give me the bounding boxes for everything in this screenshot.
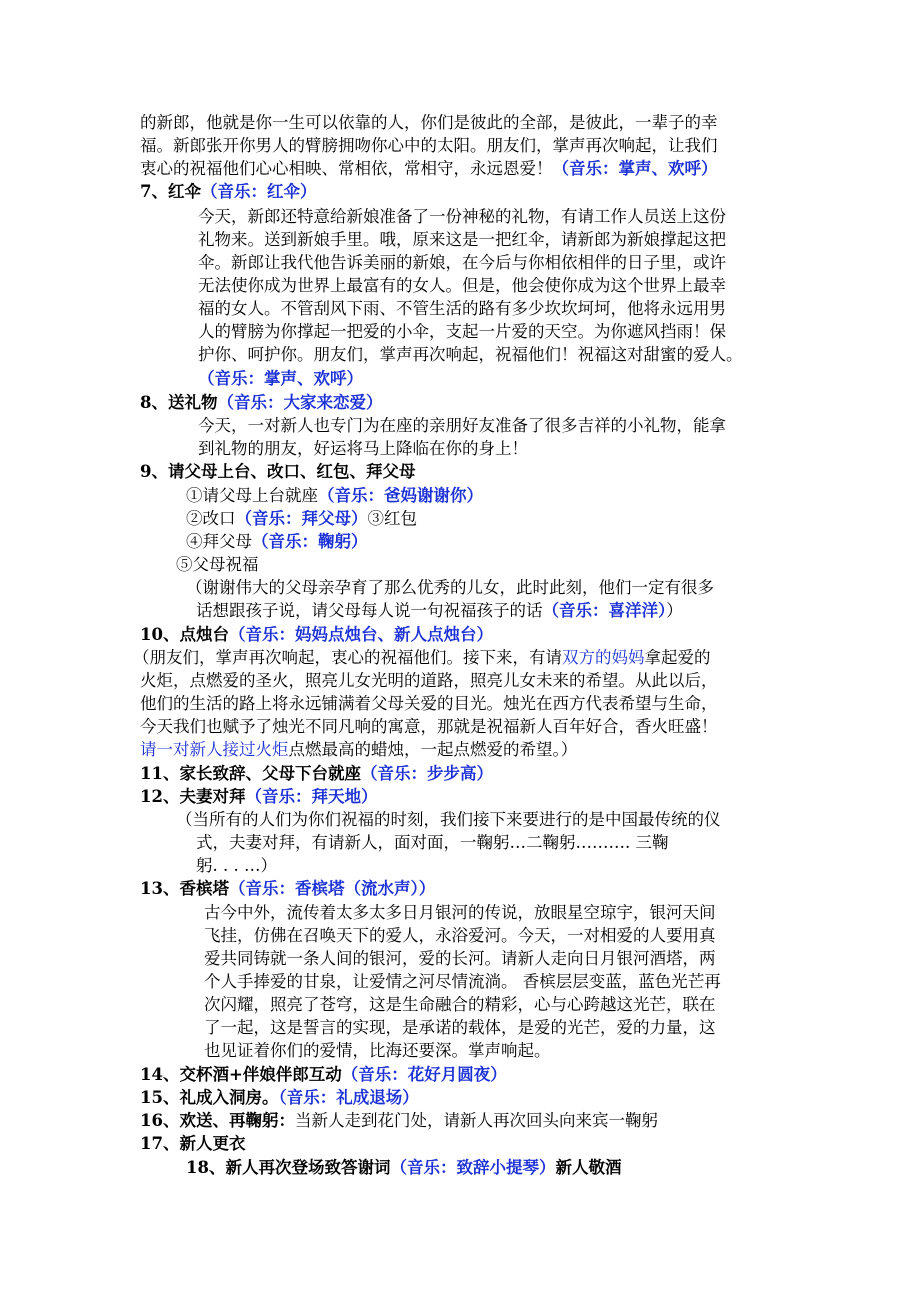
music-note: （音乐：掌声、欢呼） <box>198 369 363 388</box>
music-note: （音乐：拜天地） <box>245 787 378 806</box>
section-7-line: 护你、呵护你。朋友们，掌声再次响起，祝福他们！祝福这对甜蜜的爱人。 <box>198 345 743 364</box>
section-10-line: （朋友们，掌声再次响起，衷心的祝福他们。接下来，有请双方的妈妈拿起爱的 <box>133 648 711 667</box>
section-13-line: 个人手捧爱的甘泉，让爱情之河尽情流淌。 香槟层层变蓝，蓝色光芒再 <box>204 972 721 991</box>
highlight-text: 双方的妈妈 <box>562 648 645 667</box>
section-8-line: 今天，一对新人也专门为在座的亲朋好友准备了很多吉祥的小礼物，能拿 <box>198 416 726 435</box>
section-9-item-5: ⑤父母祝福 <box>176 555 259 574</box>
section-18-heading: 18、新人再次登场致答谢词（音乐：致辞小提琴）新人敬酒 <box>186 1158 622 1177</box>
section-7-line: 礼物来。送到新娘手里。哦，原来这是一把红伞，请新郎为新娘撑起这把 <box>198 230 726 249</box>
section-15-heading: 15、礼成入洞房。（音乐：礼成退场） <box>140 1088 419 1107</box>
section-13-line: 了一起，这是誓言的实现，是承诺的载体，是爱的光芒，爱的力量，这 <box>204 1018 716 1037</box>
music-note: （音乐：爸妈谢谢你） <box>318 486 483 505</box>
music-note: （音乐：香槟塔（流水声）） <box>228 879 436 898</box>
music-note: （音乐：大家来恋爱） <box>217 393 383 412</box>
section-7-line: 今天，新郎还特意给新娘准备了一份神秘的礼物，有请工作人员送上这份 <box>198 207 726 226</box>
section-10-heading: 10、点烛台（音乐：妈妈点烛台、新人点烛台） <box>140 625 493 644</box>
section-9-para-line: 话想跟孩子说，请父母每人说一句祝福孩子的话（音乐：喜洋洋）） <box>196 601 683 620</box>
section-13-line: 古今中外，流传着太多太多日月银河的传说，放眼星空琼宇，银河天间 <box>204 903 716 922</box>
highlight-text: 请一对新人接过火炬 <box>140 740 289 759</box>
music-note: （音乐：妈妈点烛台、新人点烛台） <box>228 625 493 644</box>
music-note: （音乐：花好月圆夜） <box>341 1065 507 1084</box>
section-7-heading: 7、红伞（音乐：红伞） <box>140 182 317 201</box>
intro-line-2: 福。新郎张开你男人的臂膀拥吻你心中的太阳。朋友们，掌声再次响起，让我们 <box>140 136 718 155</box>
section-12-heading: 12、夫妻对拜（音乐：拜天地） <box>140 787 378 806</box>
section-9-item-4: ④拜父母（音乐：鞠躬） <box>186 532 368 551</box>
section-9-item-2: ②改口（音乐：拜父母）③红包 <box>186 509 417 528</box>
section-9-para-line: （谢谢伟大的父母亲孕育了那么优秀的儿女，此时此刻，他们一定有很多 <box>186 578 714 597</box>
section-13-heading: 13、香槟塔（音乐：香槟塔（流水声）） <box>140 879 436 898</box>
section-10-line: 今天我们也赋予了烛光不同凡响的寓意，那就是祝福新人百年好合，香火旺盛！ <box>140 717 718 736</box>
section-13-line: 爱共同铸就一条人间的银河，爱的长河。请新人走向日月银河酒塔，两 <box>204 949 716 968</box>
section-10-line: 火炬，点燃爱的圣火，照亮儿女光明的道路，照亮儿女未来的希望。从此以后， <box>140 671 718 690</box>
section-8-line: 到礼物的朋友，好运将马上降临在你的身上！ <box>198 439 528 458</box>
section-8-heading: 8、送礼物（音乐：大家来恋爱） <box>140 393 383 412</box>
music-note: （音乐：步步高） <box>360 764 493 783</box>
section-14-heading: 14、交杯酒+伴娘伴郎互动（音乐：花好月圆夜） <box>140 1065 507 1084</box>
music-note: （音乐：致辞小提琴） <box>390 1158 556 1177</box>
section-12-line: 式，夫妻对拜，有请新人，面对面，一鞠躬…二鞠躬………. 三鞠 <box>196 833 669 852</box>
music-note: （音乐：掌声、欢呼） <box>552 159 718 178</box>
section-7-line: 伞。新郎让我代他告诉美丽的新娘，在今后与你相依相伴的日子里，或许 <box>198 253 726 272</box>
section-13-line: 飞挂，仿佛在召唤天下的爱人，永浴爱河。今天，一对相爱的人要用真 <box>204 926 716 945</box>
intro-line-3: 衷心的祝福他们心心相映、常相依，常相守，永远恩爱！（音乐：掌声、欢呼） <box>140 159 718 178</box>
section-7-line: 福的女人。不管刮风下雨、不管生活的路有多少坎坎坷坷，他将永远用男 <box>198 299 726 318</box>
section-12-line: （当所有的人们为你们祝福的时刻，我们接下来要进行的是中国最传统的仪 <box>176 810 721 829</box>
music-note: （音乐：拜父母） <box>235 509 368 528</box>
section-10-line: 请一对新人接过火炬点燃最高的蜡烛，一起点燃爱的希望。） <box>140 740 578 759</box>
section-13-line: 次闪耀，照亮了苍穹，这是生命融合的精彩，心与心跨越这光芒，联在 <box>204 995 716 1014</box>
intro-line-1: 的新郎，他就是你一生可以依靠的人，你们是彼此的全部，是彼此，一辈子的幸 <box>140 113 718 132</box>
section-7-line: 无法使你成为世界上最富有的女人。但是，他会使你成为这个世界上最幸 <box>198 276 726 295</box>
music-note: （音乐：喜洋洋） <box>542 601 667 620</box>
section-9-heading: 9、请父母上台、改口、红包、拜父母 <box>140 462 416 481</box>
music-note: （音乐：红伞） <box>200 182 317 201</box>
section-7-line: 人的臂膀为你撑起一把爱的小伞，支起一片爱的天空。为你遮风挡雨！保 <box>198 322 726 341</box>
section-17-heading: 17、新人更衣 <box>140 1134 246 1153</box>
section-10-line: 他们的生活的路上将永远铺满着父母关爱的目光。烛光在西方代表希望与生命， <box>140 694 718 713</box>
section-12-line: 躬. . . …） <box>196 856 277 875</box>
music-note: （音乐：鞠躬） <box>252 532 368 551</box>
music-note: （音乐：礼成退场） <box>278 1088 419 1107</box>
section-16-heading: 16、欢送、再鞠躬：当新人走到花门处，请新人再次回头向来宾一鞠躬 <box>140 1111 658 1130</box>
section-9-item-1: ①请父母上台就座（音乐：爸妈谢谢你） <box>186 486 483 505</box>
section-13-line: 也见证着你们的爱情，比海还要深。掌声响起。 <box>204 1041 551 1060</box>
section-11-heading: 11、家长致辞、父母下台就座（音乐：步步高） <box>140 764 493 783</box>
